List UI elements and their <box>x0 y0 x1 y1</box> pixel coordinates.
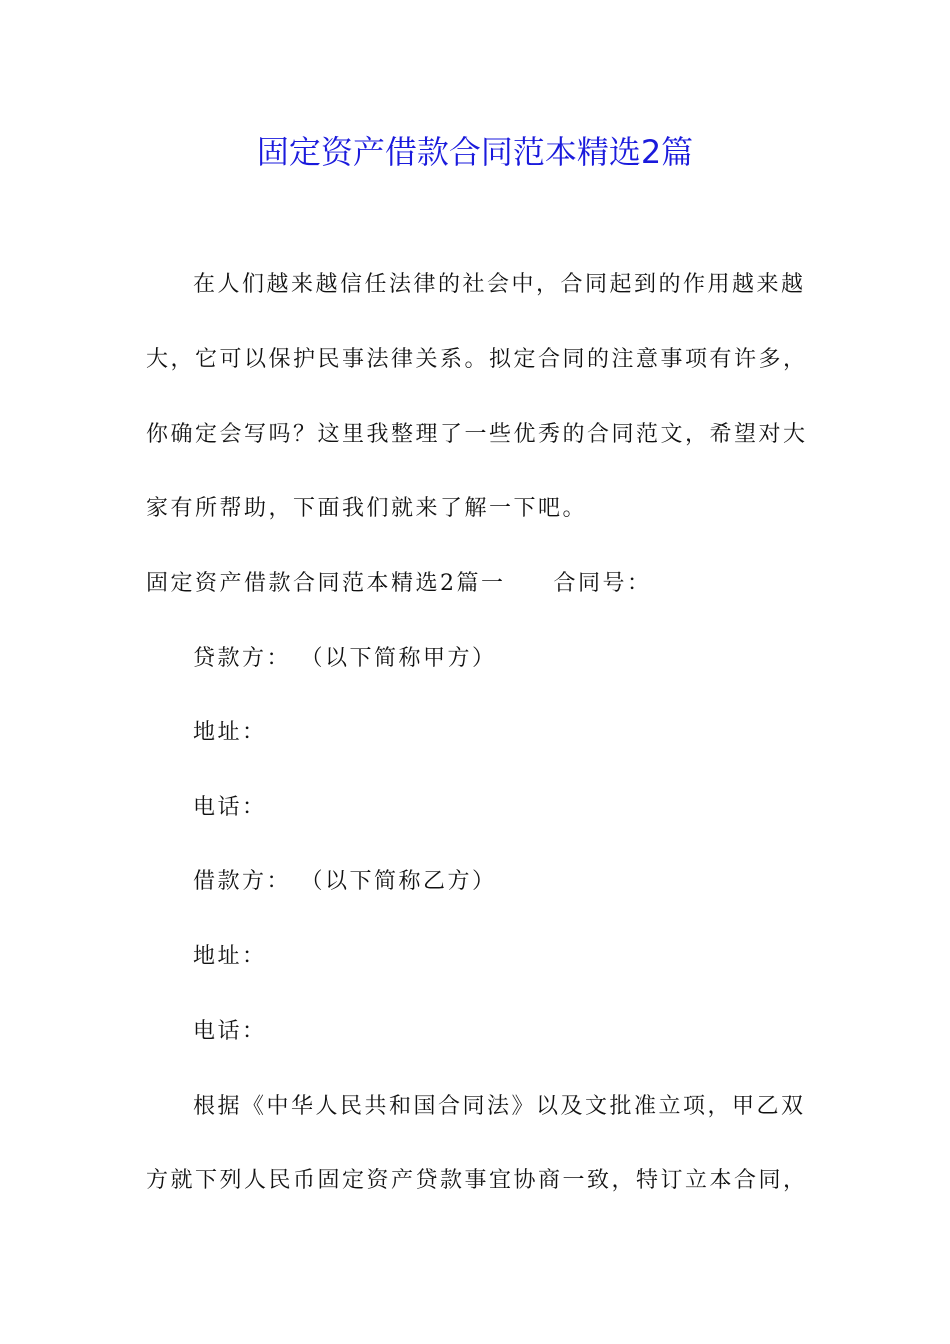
intro-line-2: 大，它可以保护民事法律关系。拟定合同的注意事项有许多， <box>146 347 808 372</box>
lender-phone-label: 电话： <box>193 795 267 820</box>
basis-line-2: 方就下列人民币固定资产贷款事宜协商一致，特订立本合同， <box>146 1168 808 1193</box>
borrower-address-label: 地址： <box>193 944 267 969</box>
basis-line-1: 根据《中华人民共和国合同法》以及文批准立项，甲乙双 <box>193 1094 806 1119</box>
intro-line-4: 家有所帮助，下面我们就来了解一下吧。 <box>146 496 588 521</box>
borrower-label: 借款方： （以下简称乙方） <box>193 869 497 894</box>
lender-label: 贷款方： （以下简称甲方） <box>193 646 497 671</box>
document-title: 固定资产借款合同范本精选2篇 <box>256 133 694 171</box>
intro-line-3: 你确定会写吗？这里我整理了一些优秀的合同范文，希望对大 <box>146 422 808 447</box>
section-heading: 固定资产借款合同范本精选2篇一 <box>146 571 506 596</box>
contract-number-label: 合同号： <box>553 571 652 596</box>
borrower-phone-label: 电话： <box>193 1019 267 1044</box>
intro-line-1: 在人们越来越信任法律的社会中，合同起到的作用越来越 <box>193 272 806 297</box>
section-heading-row <box>146 568 652 600</box>
lender-address-label: 地址： <box>193 720 267 745</box>
